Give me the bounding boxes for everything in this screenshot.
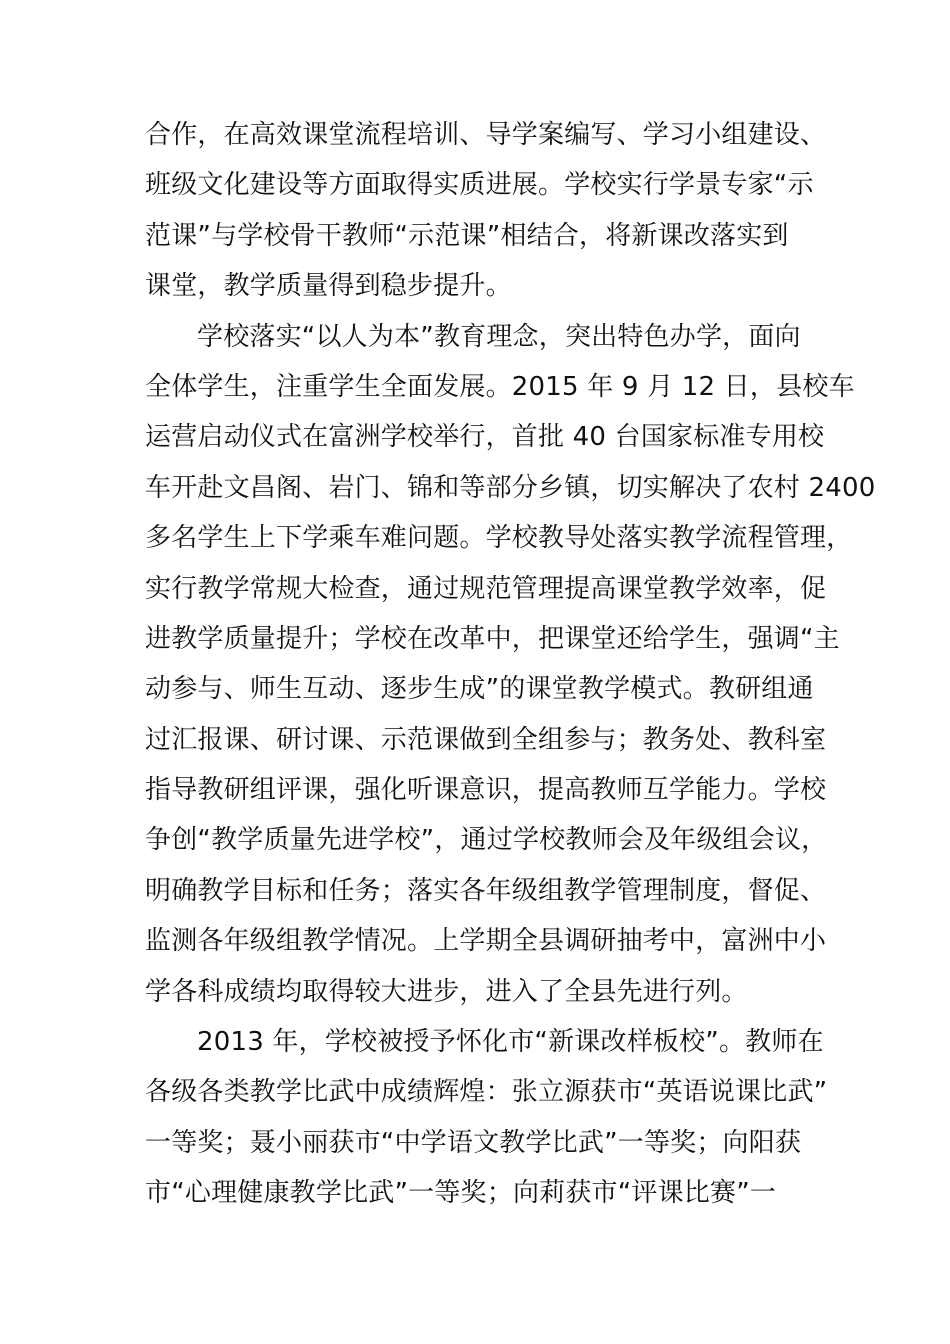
text-line: 市“心理健康教学比武”一等奖；向莉获市“评课比赛”一 — [145, 1178, 777, 1209]
text-line: 多名学生上下学乘车难问题。学校教导处落实教学流程管理， — [145, 523, 853, 554]
text-line: 实行教学常规大检查，通过规范管理提高课堂教学效率，促 — [145, 573, 827, 604]
text-line: 范课”与学校骨干教师“示范课”相结合，将新课改落实到 — [145, 220, 789, 251]
text-line: 争创“教学质量先进学校”，通过学校教师会及年级组会议， — [145, 825, 828, 856]
text-line: 学校落实“以人为本”教育理念，突出特色办学，面向 — [197, 321, 801, 352]
text-line: 学各科成绩均取得较大进步，进入了全县先进行列。 — [145, 976, 748, 1007]
paragraph-1 — [145, 110, 825, 312]
paragraph-3 — [145, 1017, 828, 1219]
text-line: 班级文化建设等方面取得实质进展。学校实行学景专家“示 — [145, 170, 814, 201]
text-line: 运营启动仪式在富洲学校举行，首批 40 台国家标准专用校 — [145, 422, 825, 453]
text-line: 2013 年，学校被授予怀化市“新课改样板校”。教师在 — [197, 1027, 824, 1058]
body-text — [145, 110, 876, 1219]
text-line: 合作，在高效课堂流程培训、导学案编写、学习小组建设、 — [145, 120, 827, 150]
text-line: 一等奖；聂小丽获市“中学语文教学比武”一等奖；向阳获 — [145, 1127, 802, 1158]
text-line: 全体学生，注重学生全面发展。2015 年 9 月 12 日，县校车 — [145, 371, 855, 402]
text-line: 各级各类教学比武中成绩辉煌：张立源获市“英语说课比武” — [145, 1077, 828, 1108]
text-line: 过汇报课、研讨课、示范课做到全组参与；教务处、教科室 — [145, 724, 827, 755]
text-line: 监测各年级组教学情况。上学期全县调研抽考中，富洲中小 — [145, 926, 827, 957]
text-line: 车开赴文昌阁、岩门、锦和等部分乡镇，切实解决了农村 2400 — [145, 472, 876, 503]
text-line: 明确教学目标和任务；落实各年级组教学管理制度，督促、 — [145, 875, 827, 906]
paragraph-2 — [145, 312, 876, 1017]
text-line: 动参与、师生互动、逐步生成”的课堂教学模式。教研组通 — [145, 674, 814, 705]
text-line: 进教学质量提升；学校在改革中，把课堂还给学生，强调“主 — [145, 623, 840, 654]
text-line: 指导教研组评课，强化听课意识，提高教师互学能力。学校 — [145, 775, 827, 806]
text-line: 课堂，教学质量得到稳步提升。 — [145, 271, 512, 302]
